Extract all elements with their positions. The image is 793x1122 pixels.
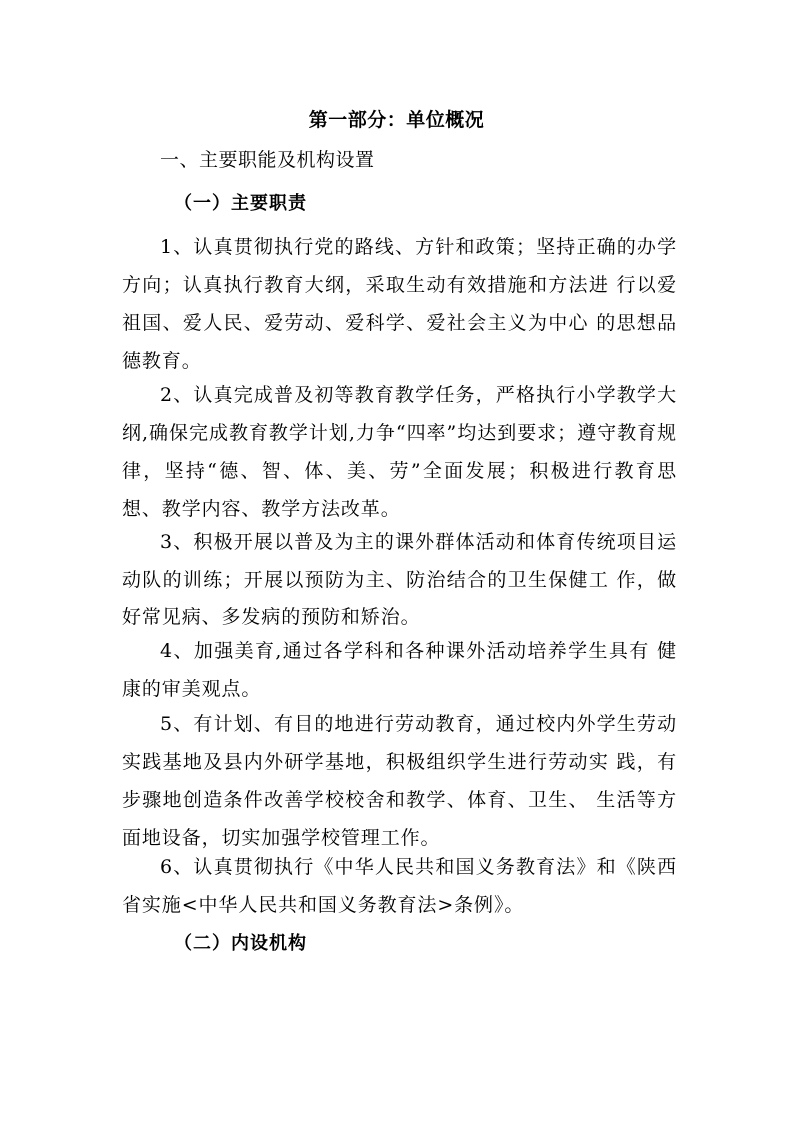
duty-paragraph-1: 1、认真贯彻执行党的路线、方针和政策；坚持正确的办学方向；认真执行教育大纲，采取生动有效措施和方法进 行以爱祖国、爱人民、爱劳动、爱科学、爱社会主义为中心 的思想品德教育。	[122, 236, 677, 372]
section-title: 一、主要职能及机构设置	[160, 149, 375, 171]
duty-paragraph-4: 4、加强美育,通过各学科和各种课外活动培养学生具有 健康的审美观点。	[122, 640, 677, 700]
duty-paragraph-2: 2、认真完成普及初等教育教学任务，严格执行小学教学大纲,确保完成教育教学计划,力争“四率”均达到要求；遵守教育规律，坚持“德、智、体、美、劳”全面发展；积极进行教育思想、教学内容、教学方法改革。	[122, 384, 677, 520]
subsection-title-internal-structure: （二）内设机构	[174, 933, 307, 954]
part-title: 第一部分：单位概况	[308, 109, 485, 131]
duty-paragraph-3: 3、积极开展以普及为主的课外群体活动和体育传统项目运动队的训练；开展以预防为主、防治结合的卫生保健工 作，做好常见病、多发病的预防和矫治。	[122, 531, 677, 628]
subsection-title-duties: （一）主要职责	[174, 193, 307, 214]
duty-paragraph-6: 6、认真贯彻执行《中华人民共和国义务教育法》和《陕西省实施<中华人民共和国义务教育法>条例》。	[122, 856, 677, 916]
duty-paragraph-5: 5、有计划、有目的地进行劳动教育，通过校内外学生劳动实践基地及县内外研学基地，积极组织学生进行劳动实 践，有步骤地创造条件改善学校校舍和教学、体育、卫生、 生活等方面地设备，切实加强学校管理工作。	[122, 713, 677, 849]
